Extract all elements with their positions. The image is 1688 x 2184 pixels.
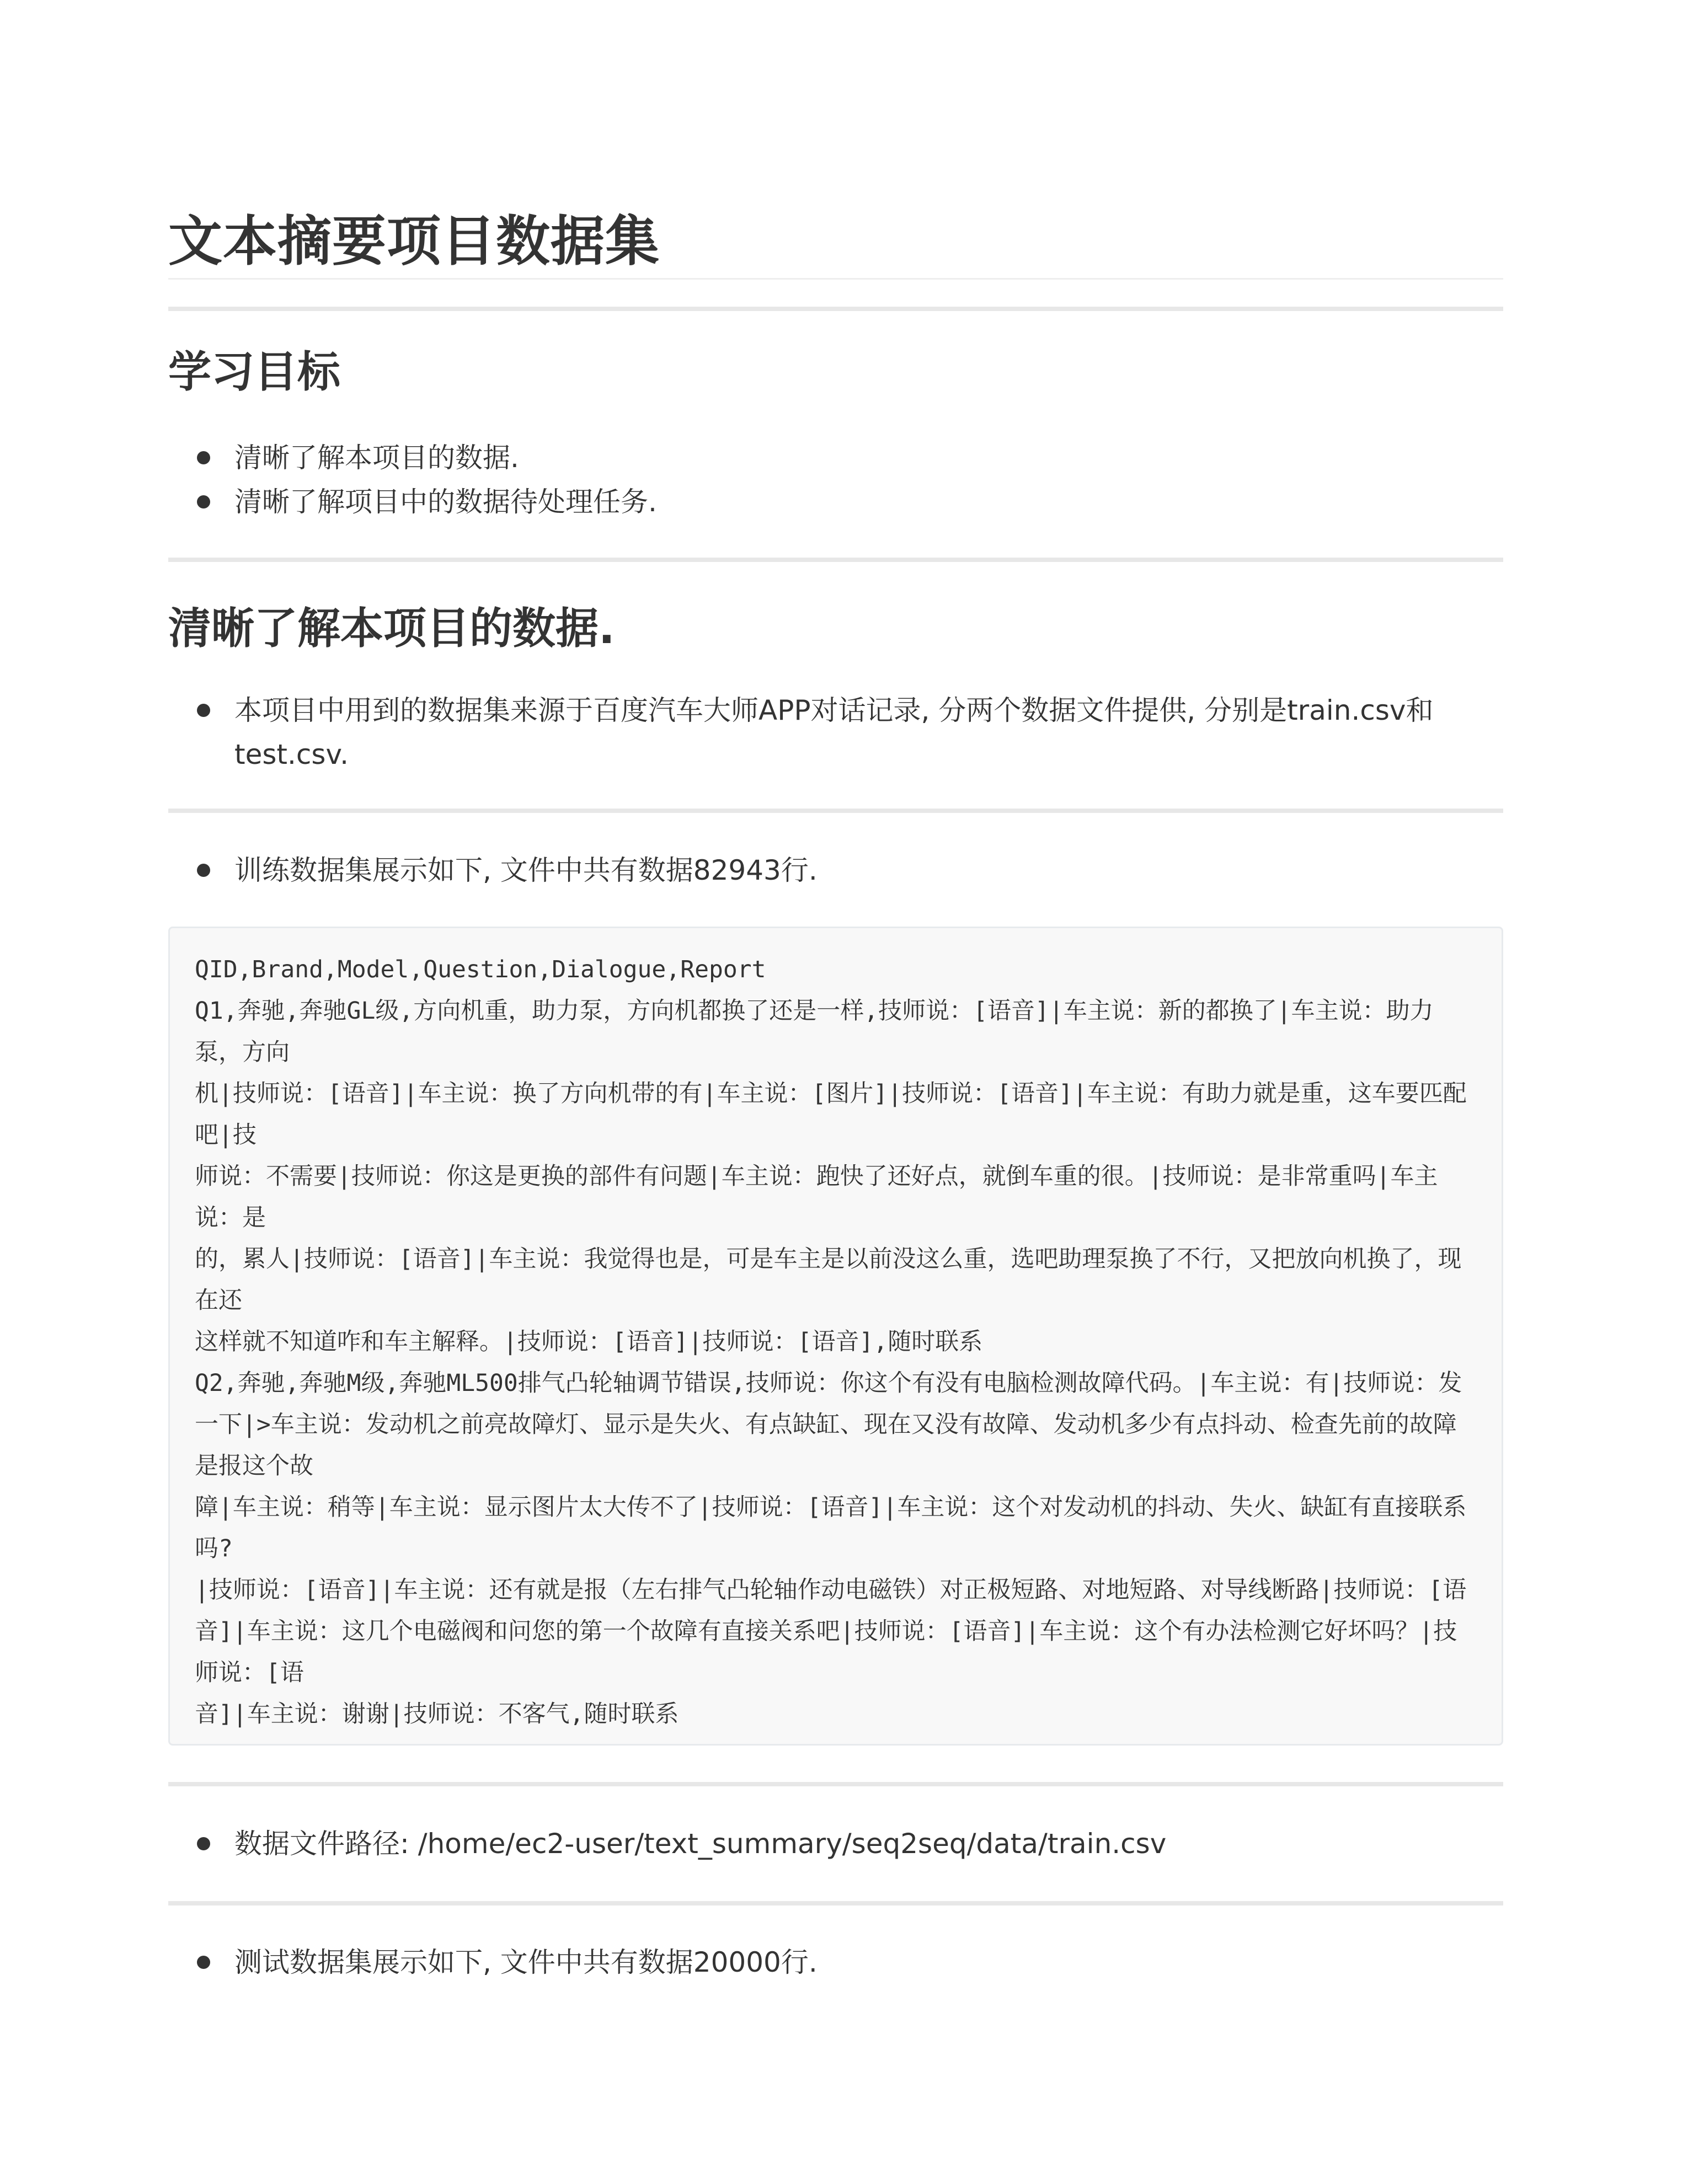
test-intro-list bbox=[168, 1940, 1503, 1984]
file-path-text: 数据文件路径: /home/ec2-user/text_summary/seq2seq/data/train.csv bbox=[234, 1828, 1167, 1860]
code-line: |技师说：[语音]|车主说：还有就是报（左右排气凸轮轴作动电磁铁）对正极短路、对地短路、对导线断路|技师说：[语音]|车主说：这几个电磁阀和问您的第一个故障有直接关系吧|技师说：[语音]|车主说：这个有办法检测它好坏吗？|技师说：[语 bbox=[195, 1576, 1467, 1687]
list-item-text: 测试数据集展示如下, 文件中共有数据20000行. bbox=[234, 1946, 818, 1978]
code-line: 机|技师说：[语音]|车主说：换了方向机带的有|车主说：[图片]|技师说：[语音]|车主说：有助力就是重，这车要匹配吧|技 bbox=[195, 1080, 1467, 1149]
bullet-icon bbox=[197, 704, 210, 717]
code-line: 障|车主说：稍等|车主说：显示图片太大传不了|技师说：[语音]|车主说：这个对发动机的抖动、失火、缺缸有直接联系吗? bbox=[195, 1494, 1467, 1562]
divider bbox=[168, 1782, 1503, 1786]
divider bbox=[168, 809, 1503, 813]
list-item bbox=[168, 480, 1503, 524]
divider bbox=[168, 1901, 1503, 1905]
code-line: 音]|车主说：谢谢|技师说：不客气,随时联系 bbox=[195, 1700, 679, 1728]
code-line: Q1,奔驰,奔驰GL级,方向机重，助力泵，方向机都换了还是一样,技师说：[语音]|车主说：新的都换了|车主说：助力泵，方向 bbox=[195, 997, 1434, 1066]
code-line: 这样就不知道咋和车主解释。|技师说：[语音]|技师说：[语音],随时联系 bbox=[195, 1328, 983, 1356]
bullet-icon bbox=[197, 1837, 210, 1850]
list-item-text: 本项目中用到的数据集来源于百度汽车大师APP对话记录, 分两个数据文件提供, 分别是train.csv和test.csv. bbox=[234, 694, 1434, 770]
bullet-icon bbox=[197, 495, 210, 508]
objectives-list bbox=[168, 436, 1503, 524]
train-sample-code-block bbox=[168, 927, 1503, 1746]
list-item bbox=[168, 1822, 1503, 1866]
train-intro-list bbox=[168, 848, 1503, 892]
section-heading-data: 清晰了解本项目的数据. bbox=[168, 604, 615, 654]
list-item-text: 训练数据集展示如下, 文件中共有数据82943行. bbox=[234, 854, 818, 886]
list-item bbox=[168, 436, 1503, 480]
code-line: 的，累人|技师说：[语音]|车主说：我觉得也是，可是车主是以前没这么重，选吧助理泵换了不行，又把放向机换了，现在还 bbox=[195, 1245, 1462, 1314]
bullet-icon bbox=[197, 451, 210, 464]
train-path-list bbox=[168, 1822, 1503, 1866]
code-line: QID,Brand,Model,Question,Dialogue,Report bbox=[195, 956, 766, 983]
section-heading-objectives: 学习目标 bbox=[168, 347, 341, 397]
list-item bbox=[168, 848, 1503, 892]
page-title: 文本摘要项目数据集 bbox=[168, 208, 1503, 280]
divider bbox=[168, 558, 1503, 562]
divider bbox=[168, 307, 1503, 311]
code-line: 师说：不需要|技师说：你这是更换的部件有问题|车主说：跑快了还好点，就倒车重的很。|技师说：是非常重吗|车主说：是 bbox=[195, 1163, 1438, 1232]
bullet-icon bbox=[197, 864, 210, 877]
list-item-text: 清晰了解项目中的数据待处理任务. bbox=[234, 486, 657, 518]
list-item bbox=[168, 1940, 1503, 1984]
list-item-text: 清晰了解本项目的数据. bbox=[234, 442, 519, 474]
bullet-icon bbox=[197, 1956, 210, 1969]
data-intro-list bbox=[168, 688, 1503, 777]
list-item bbox=[168, 688, 1503, 777]
code-line: Q2,奔驰,奔驰M级,奔驰ML500排气凸轮轴调节错误,技师说：你这个有没有电脑检测故障代码。|车主说：有|技师说：发一下|>车主说：发动机之前亮故障灯、显示是失火、有点缺缸、现在又没有故障、发动机多少有点抖动、检查先前的故障是报这个故 bbox=[195, 1369, 1462, 1480]
